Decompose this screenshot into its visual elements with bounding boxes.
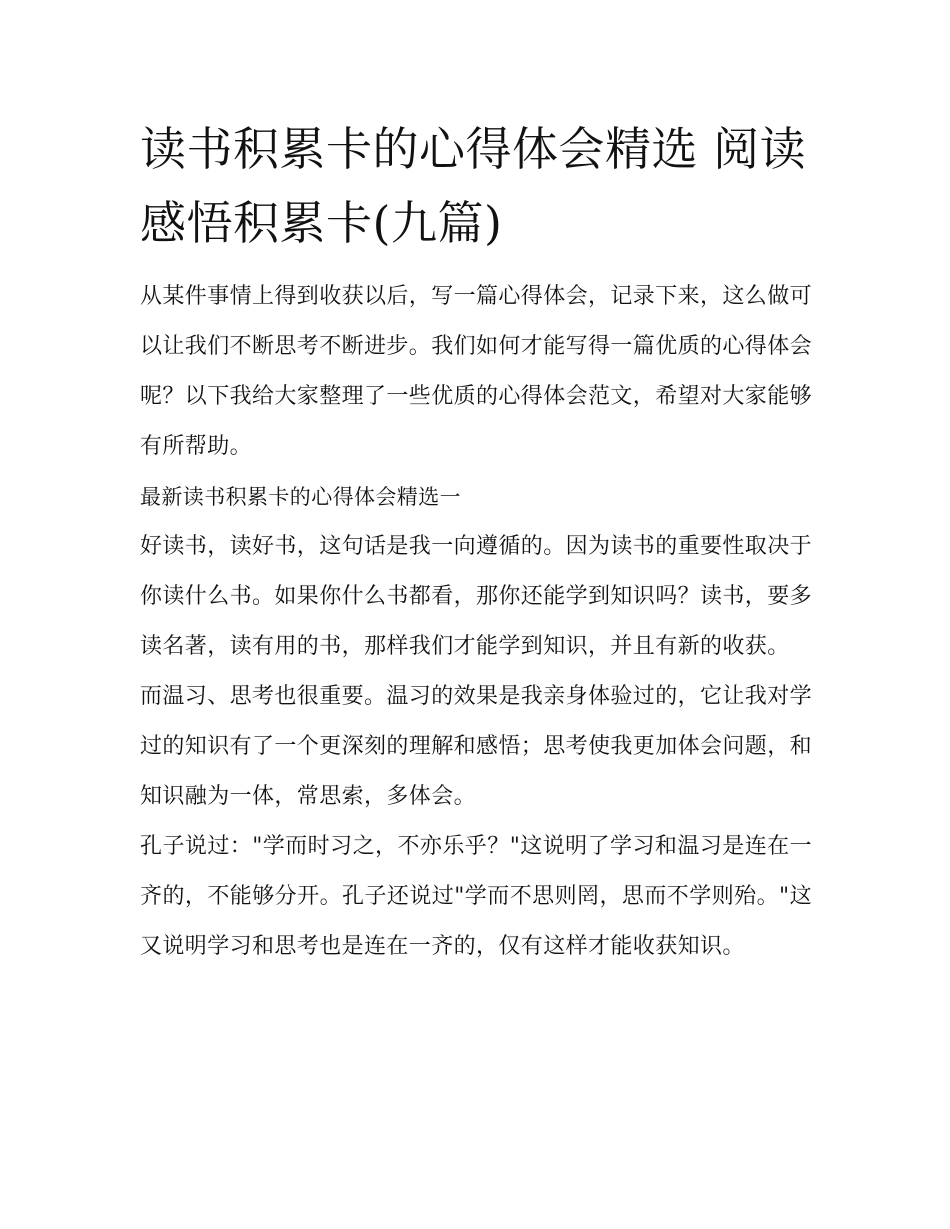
- body-paragraph-1: 好读书，读好书，这句话是我一向遵循的。因为读书的重要性取决于你读什么书。如果你什么书都看，那你还能学到知识吗？读书，要多读名著，读有用的书，那样我们才能学到知识，并且有新的收获。: [140, 534, 813, 659]
- section-heading: 最新读书积累卡的心得体会精选一: [140, 485, 461, 509]
- document-title: 读书积累卡的心得体会精选 阅读感悟积累卡(九篇): [140, 122, 807, 250]
- intro-paragraph: 从某件事情上得到收获以后，写一篇心得体会，记录下来，这么做可以让我们不断思考不断进步。我们如何才能写得一篇优质的心得体会呢？以下我给大家整理了一些优质的心得体会范文，希望对大家能够有所帮助。: [140, 284, 813, 459]
- document-page: [140, 112, 812, 972]
- body-paragraph-3: 孔子说过："学而时习之，不亦乐乎？"这说明了学习和温习是连在一齐的，不能够分开。孔子还说过"学而不思则罔，思而不学则殆。"这又说明学习和思考也是连在一齐的，仅有这样才能收获知识。: [140, 834, 812, 959]
- body-paragraph-2: 而温习、思考也很重要。温习的效果是我亲身体验过的，它让我对学过的知识有了一个更深刻的理解和感悟；思考使我更加体会问题，和知识融为一体，常思索，多体会。: [140, 684, 813, 809]
